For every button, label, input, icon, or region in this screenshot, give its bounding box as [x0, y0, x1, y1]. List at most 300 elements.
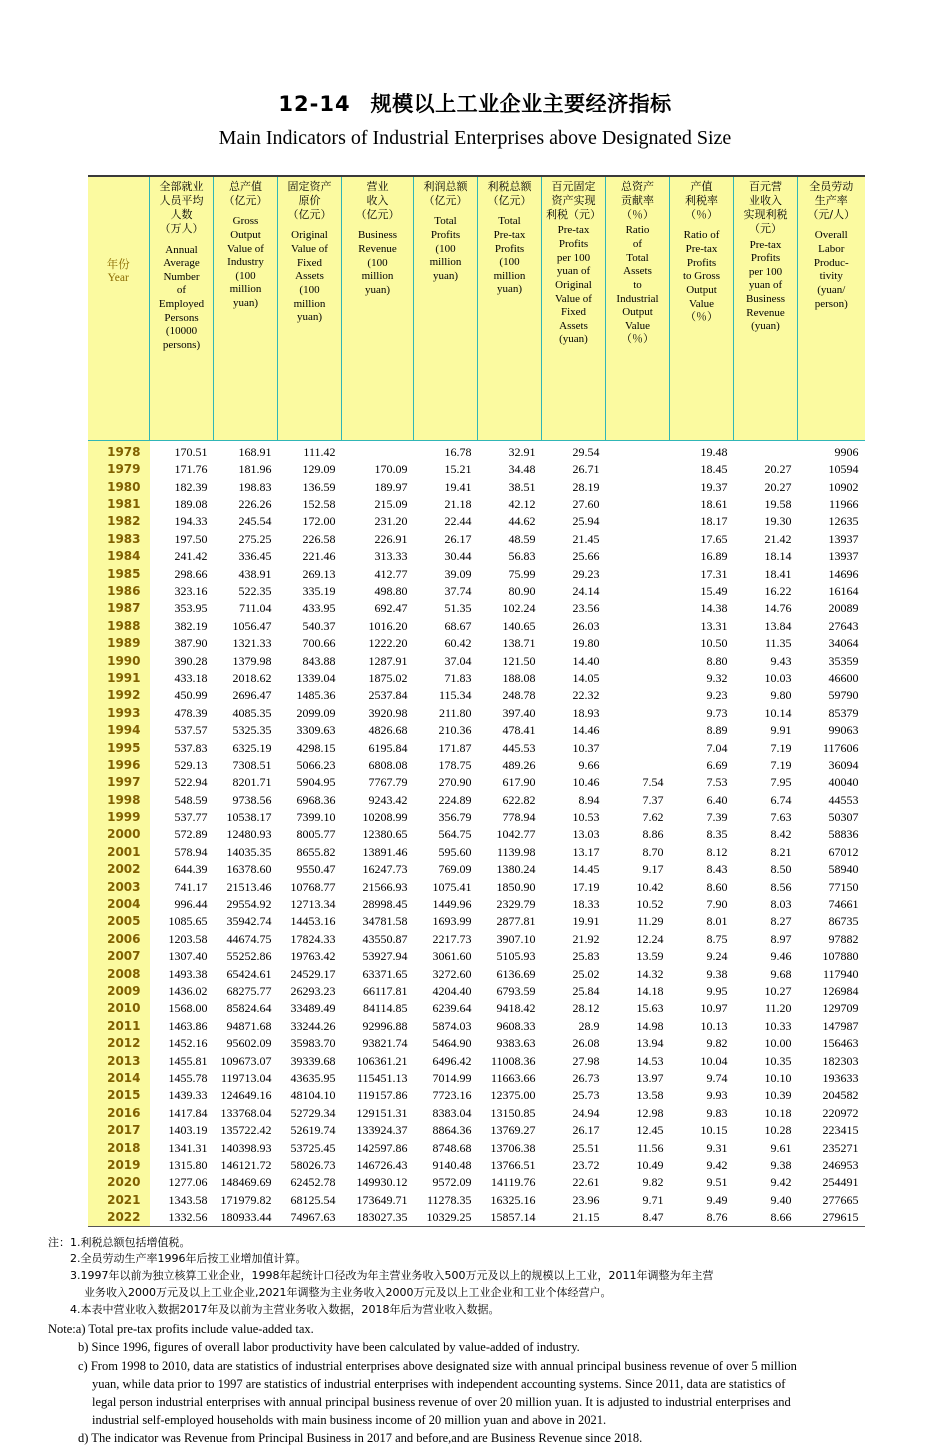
data-cell-col10: 9906	[798, 441, 865, 461]
column-header-gross-output	[214, 176, 278, 441]
data-cell-col5: 11008.36	[478, 1052, 542, 1069]
data-cell-col0: 741.17	[150, 878, 214, 895]
data-cell-col7	[606, 687, 670, 704]
data-cell-col8: 19.37	[670, 478, 734, 495]
data-cell-col9: 7.63	[734, 808, 798, 825]
data-cell-col1: 65424.61	[214, 965, 278, 982]
data-cell-col3: 93821.74	[342, 1034, 414, 1051]
data-cell-col1: 68275.77	[214, 982, 278, 999]
data-cell-col1: 6325.19	[214, 739, 278, 756]
data-cell-col7: 13.58	[606, 1087, 670, 1104]
column-header-pretax-to-output-ratio	[670, 176, 734, 441]
data-cell-col9: 11.20	[734, 1000, 798, 1017]
row-year-cell: 1993	[88, 704, 150, 721]
data-cell-col0: 1493.38	[150, 965, 214, 982]
data-cell-col6: 13.03	[542, 826, 606, 843]
header-en-4: Total Profits (100 million yuan)	[429, 215, 462, 282]
data-cell-col9: 18.41	[734, 565, 798, 582]
data-cell-col7: 11.56	[606, 1139, 670, 1156]
data-cell-col0: 1343.58	[150, 1191, 214, 1208]
data-cell-col5: 5105.93	[478, 948, 542, 965]
data-cell-col8: 8.60	[670, 878, 734, 895]
data-cell-col10: 46600	[798, 669, 865, 686]
data-cell-col7	[606, 441, 670, 461]
data-cell-col3: 21566.93	[342, 878, 414, 895]
data-cell-col10: 77150	[798, 878, 865, 895]
data-cell-col7	[606, 461, 670, 478]
data-cell-col2: 33244.26	[278, 1017, 342, 1034]
data-cell-col0: 353.95	[150, 600, 214, 617]
data-cell-col9: 9.38	[734, 1156, 798, 1173]
table-row	[88, 1000, 865, 1017]
column-header-business-revenue	[342, 176, 414, 441]
data-cell-col8: 9.24	[670, 948, 734, 965]
row-year-cell: 1999	[88, 808, 150, 825]
table-number: 12-14	[278, 92, 351, 116]
data-cell-col0: 1315.80	[150, 1156, 214, 1173]
data-cell-col9: 9.80	[734, 687, 798, 704]
data-cell-col0: 189.08	[150, 495, 214, 512]
data-cell-col4: 8748.68	[414, 1139, 478, 1156]
data-cell-col9: 20.27	[734, 478, 798, 495]
data-cell-col8: 6.69	[670, 756, 734, 773]
data-cell-col7: 13.94	[606, 1034, 670, 1051]
row-year-cell: 2009	[88, 982, 150, 999]
data-cell-col9: 19.58	[734, 495, 798, 512]
data-cell-col8: 10.15	[670, 1121, 734, 1138]
data-cell-col2: 26293.23	[278, 982, 342, 999]
table-row	[88, 1121, 865, 1138]
data-cell-col3: 173649.71	[342, 1191, 414, 1208]
table-row	[88, 495, 865, 512]
note-en-item-5: industrial self-employed households with main business income of 20 million yuan and above in 2021.	[92, 1412, 607, 1427]
data-cell-col0: 197.50	[150, 530, 214, 547]
data-cell-col6: 25.02	[542, 965, 606, 982]
data-cell-col10: 126984	[798, 982, 865, 999]
data-cell-col6: 26.03	[542, 617, 606, 634]
data-cell-col10: 16164	[798, 582, 865, 599]
data-cell-col10: 35359	[798, 652, 865, 669]
data-cell-col0: 194.33	[150, 513, 214, 530]
header-en-9: Pre-tax Profits per 100 yuan of Business Revenue (yuan)	[745, 238, 786, 333]
data-cell-col2: 3309.63	[278, 721, 342, 738]
data-cell-col5: 14119.76	[478, 1174, 542, 1191]
data-cell-col2: 74967.63	[278, 1208, 342, 1226]
data-cell-col10: 27643	[798, 617, 865, 634]
data-cell-col8: 9.42	[670, 1156, 734, 1173]
data-cell-col4: 19.41	[414, 478, 478, 495]
data-cell-col6: 26.73	[542, 1069, 606, 1086]
data-cell-col6: 13.17	[542, 843, 606, 860]
data-cell-col2: 52619.74	[278, 1121, 342, 1138]
data-cell-col0: 1439.33	[150, 1087, 214, 1104]
data-cell-col4: 210.36	[414, 721, 478, 738]
data-cell-col1: 1056.47	[214, 617, 278, 634]
data-cell-col0: 1455.81	[150, 1052, 214, 1069]
notes-cn-label: 注：	[48, 1235, 70, 1249]
data-cell-col1: 438.91	[214, 565, 278, 582]
data-cell-col3: 189.97	[342, 478, 414, 495]
header-en-2: Original Value of Fixed Assets (100 million yuan)	[291, 229, 328, 324]
data-cell-col6: 17.19	[542, 878, 606, 895]
data-cell-col0: 390.28	[150, 652, 214, 669]
data-cell-col6: 14.45	[542, 861, 606, 878]
data-cell-col8: 15.49	[670, 582, 734, 599]
data-cell-col3: 149930.12	[342, 1174, 414, 1191]
data-cell-col1: 4085.35	[214, 704, 278, 721]
data-cell-col6: 28.9	[542, 1017, 606, 1034]
data-cell-col3: 28998.45	[342, 895, 414, 912]
data-cell-col4: 39.09	[414, 565, 478, 582]
data-cell-col0: 537.77	[150, 808, 214, 825]
data-cell-col1: 168.91	[214, 441, 278, 461]
data-cell-col4: 10329.25	[414, 1208, 478, 1226]
data-cell-col0: 1277.06	[150, 1174, 214, 1191]
data-cell-col3: 16247.73	[342, 861, 414, 878]
data-cell-col2: 6968.36	[278, 791, 342, 808]
title-block	[0, 0, 950, 150]
data-cell-col10: 58940	[798, 861, 865, 878]
data-cell-col5: 1380.24	[478, 861, 542, 878]
data-cell-col3: 412.77	[342, 565, 414, 582]
note-cn-item-1: 2.全员劳动生产率1996年后按工业增加值计算。	[70, 1252, 307, 1266]
data-cell-col2: 17824.33	[278, 930, 342, 947]
data-cell-col3: 1222.20	[342, 634, 414, 651]
table-row	[88, 791, 865, 808]
data-cell-col7: 7.37	[606, 791, 670, 808]
data-cell-col1: 119713.04	[214, 1069, 278, 1086]
data-cell-col6: 28.12	[542, 1000, 606, 1017]
data-cell-col2: 5066.23	[278, 756, 342, 773]
data-cell-col5: 617.90	[478, 774, 542, 791]
data-cell-col2: 8655.82	[278, 843, 342, 860]
data-cell-col8: 9.49	[670, 1191, 734, 1208]
data-cell-col10: 182303	[798, 1052, 865, 1069]
data-cell-col5: 13769.27	[478, 1121, 542, 1138]
main-indicators-table	[88, 175, 865, 1227]
data-cell-col7	[606, 495, 670, 512]
column-header-total-pretax-profits	[478, 176, 542, 441]
data-cell-col6: 28.19	[542, 478, 606, 495]
data-cell-col5: 34.48	[478, 461, 542, 478]
data-cell-col9: 10.35	[734, 1052, 798, 1069]
data-cell-col3: 13891.46	[342, 843, 414, 860]
data-cell-col2: 843.88	[278, 652, 342, 669]
data-cell-col10: 13937	[798, 530, 865, 547]
data-cell-col5: 9383.63	[478, 1034, 542, 1051]
data-cell-col1: 181.96	[214, 461, 278, 478]
data-cell-col1: 35942.74	[214, 913, 278, 930]
data-cell-col8: 8.12	[670, 843, 734, 860]
data-cell-col3: 92996.88	[342, 1017, 414, 1034]
data-cell-col4: 270.90	[414, 774, 478, 791]
data-cell-col6: 10.46	[542, 774, 606, 791]
data-cell-col4: 211.80	[414, 704, 478, 721]
row-year-cell: 2003	[88, 878, 150, 895]
data-cell-col7: 11.29	[606, 913, 670, 930]
data-cell-col9: 10.10	[734, 1069, 798, 1086]
data-cell-col8: 6.40	[670, 791, 734, 808]
data-cell-col1: 336.45	[214, 548, 278, 565]
row-year-cell: 2012	[88, 1034, 150, 1051]
data-cell-col2: 5904.95	[278, 774, 342, 791]
data-cell-col9: 9.46	[734, 948, 798, 965]
data-cell-col10: 12635	[798, 513, 865, 530]
data-cell-col6: 19.80	[542, 634, 606, 651]
header-cn-1: 总产值 （亿元）	[223, 180, 268, 208]
data-cell-col0: 1417.84	[150, 1104, 214, 1121]
data-cell-col5: 13150.85	[478, 1104, 542, 1121]
data-cell-col10: 67012	[798, 843, 865, 860]
data-cell-col0: 1403.19	[150, 1121, 214, 1138]
data-cell-col7	[606, 721, 670, 738]
data-cell-col1: 2696.47	[214, 687, 278, 704]
data-cell-col5: 11663.66	[478, 1069, 542, 1086]
data-cell-col8: 14.38	[670, 600, 734, 617]
table-row	[88, 1034, 865, 1051]
header-cn-2: 固定资产 原价 （亿元）	[287, 180, 332, 222]
table-row	[88, 948, 865, 965]
data-cell-col7	[606, 756, 670, 773]
data-cell-col1: 85824.64	[214, 1000, 278, 1017]
header-cn-8: 产值 利税率 （％）	[685, 180, 718, 222]
data-cell-col9: 10.27	[734, 982, 798, 999]
data-cell-col3: 63371.65	[342, 965, 414, 982]
row-year-cell: 1978	[88, 441, 150, 461]
data-cell-col6: 10.37	[542, 739, 606, 756]
data-cell-col5: 248.78	[478, 687, 542, 704]
data-cell-col3: 84114.85	[342, 1000, 414, 1017]
table-row	[88, 774, 865, 791]
data-cell-col4: 71.83	[414, 669, 478, 686]
table-row	[88, 582, 865, 599]
data-cell-col8: 8.76	[670, 1208, 734, 1226]
table-row	[88, 1174, 865, 1191]
data-cell-col7	[606, 634, 670, 651]
data-cell-col4: 11278.35	[414, 1191, 478, 1208]
header-cn-6: 百元固定 资产实现 利税（元）	[546, 180, 601, 222]
data-cell-col6: 10.53	[542, 808, 606, 825]
data-cell-col2: 48104.10	[278, 1087, 342, 1104]
data-cell-col7: 14.53	[606, 1052, 670, 1069]
table-row	[88, 895, 865, 912]
data-cell-col5: 9418.42	[478, 1000, 542, 1017]
data-cell-col6: 27.60	[542, 495, 606, 512]
header-cn-0: 全部就业 人员平均 人数 （万人）	[159, 180, 204, 236]
data-cell-col5: 6136.69	[478, 965, 542, 982]
row-year-cell: 2000	[88, 826, 150, 843]
data-cell-col3: 3920.98	[342, 704, 414, 721]
data-cell-col9: 9.42	[734, 1174, 798, 1191]
data-cell-col5: 2329.79	[478, 895, 542, 912]
data-cell-col9: 7.19	[734, 756, 798, 773]
data-cell-col3: 6195.84	[342, 739, 414, 756]
data-cell-col0: 996.44	[150, 895, 214, 912]
data-cell-col3: 231.20	[342, 513, 414, 530]
table-row	[88, 461, 865, 478]
data-cell-col7	[606, 652, 670, 669]
data-cell-col4: 5464.90	[414, 1034, 478, 1051]
data-cell-col5: 397.40	[478, 704, 542, 721]
table-row	[88, 530, 865, 547]
data-cell-col2: 226.58	[278, 530, 342, 547]
table-row	[88, 600, 865, 617]
data-cell-col4: 3061.60	[414, 948, 478, 965]
data-cell-col9: 8.42	[734, 826, 798, 843]
column-header-pretax-per-100-fixed-assets	[542, 176, 606, 441]
table-row	[88, 1052, 865, 1069]
table-row	[88, 1139, 865, 1156]
data-cell-col6: 22.32	[542, 687, 606, 704]
data-cell-col5: 622.82	[478, 791, 542, 808]
table-body	[88, 441, 865, 1227]
data-cell-col5: 1850.90	[478, 878, 542, 895]
data-cell-col7	[606, 739, 670, 756]
data-cell-col3: 133924.37	[342, 1121, 414, 1138]
data-cell-col5: 38.51	[478, 478, 542, 495]
data-cell-col2: 12713.34	[278, 895, 342, 912]
data-cell-col10: 246953	[798, 1156, 865, 1173]
data-cell-col3: 1875.02	[342, 669, 414, 686]
header-en-3: Business Revenue (100 million yuan)	[357, 229, 398, 296]
data-cell-col9: 10.03	[734, 669, 798, 686]
data-cell-col4: 1075.41	[414, 878, 478, 895]
row-year-cell: 1980	[88, 478, 150, 495]
data-cell-col10: 85379	[798, 704, 865, 721]
data-cell-col9: 9.40	[734, 1191, 798, 1208]
data-cell-col4: 21.18	[414, 495, 478, 512]
note-cn-item-2: 3.1997年以前为独立核算工业企业，1998年起统计口径改为年主营业务收入500万元及以上的规模以上工业，2011年调整为年主营	[70, 1269, 714, 1283]
header-cn-9: 百元营 业收入 实现利税 （元）	[743, 180, 788, 236]
header-en-1: Gross Output Value of Industry (100 million yuan)	[227, 215, 264, 310]
page-title-chinese	[0, 92, 950, 117]
note-en-item-4: legal person industrial enterprises with annual principal business revenue of over 20 million yuan. It is adjusted to industrial enterprises and	[92, 1394, 791, 1409]
data-cell-col10: 129709	[798, 1000, 865, 1017]
data-cell-col5: 188.08	[478, 669, 542, 686]
title-chinese-text: 规模以上工业企业主要经济指标	[370, 92, 672, 116]
note-en-item-3: yuan, while data prior to 1997 are statistics of industrial enterprises with independent accounting systems. Since 2011, data are statistics of	[92, 1376, 786, 1391]
note-cn-item-4: 4.本表中营业收入数据2017年及以前为主营业务收入数据，2018年后为营业收入数据。	[70, 1302, 500, 1316]
data-cell-col2: 24529.17	[278, 965, 342, 982]
data-cell-col3: 7767.79	[342, 774, 414, 791]
data-cell-col5: 6793.59	[478, 982, 542, 999]
data-cell-col6: 25.73	[542, 1087, 606, 1104]
data-cell-col1: 10538.17	[214, 808, 278, 825]
row-year-cell: 1995	[88, 739, 150, 756]
data-cell-col2: 39339.68	[278, 1052, 342, 1069]
data-cell-col9: 10.39	[734, 1087, 798, 1104]
row-year-cell: 1984	[88, 548, 150, 565]
data-cell-col5: 13766.51	[478, 1156, 542, 1173]
data-cell-col8: 7.39	[670, 808, 734, 825]
data-cell-col0: 537.57	[150, 721, 214, 738]
data-cell-col9: 8.56	[734, 878, 798, 895]
data-cell-col4: 30.44	[414, 548, 478, 565]
row-year-cell: 2016	[88, 1104, 150, 1121]
row-year-cell: 2006	[88, 930, 150, 947]
data-cell-col7	[606, 565, 670, 582]
data-cell-col4: 769.09	[414, 861, 478, 878]
data-cell-col5: 2877.81	[478, 913, 542, 930]
row-year-cell: 2019	[88, 1156, 150, 1173]
data-cell-col6: 29.23	[542, 565, 606, 582]
data-cell-col1: 711.04	[214, 600, 278, 617]
header-cn-7: 总资产 贡献率 （％）	[621, 180, 654, 222]
data-cell-col2: 1339.04	[278, 669, 342, 686]
data-cell-col3: 115451.13	[342, 1069, 414, 1086]
data-cell-col4: 9140.48	[414, 1156, 478, 1173]
data-cell-col0: 1436.02	[150, 982, 214, 999]
data-cell-col0: 1085.65	[150, 913, 214, 930]
data-cell-col4: 9572.09	[414, 1174, 478, 1191]
data-cell-col6: 14.40	[542, 652, 606, 669]
data-cell-col4: 26.17	[414, 530, 478, 547]
data-cell-col10: 36094	[798, 756, 865, 773]
data-cell-col10: 97882	[798, 930, 865, 947]
data-cell-col2: 540.37	[278, 617, 342, 634]
data-cell-col5: 121.50	[478, 652, 542, 669]
table-row	[88, 843, 865, 860]
data-cell-col4: 60.42	[414, 634, 478, 651]
data-cell-col7: 12.45	[606, 1121, 670, 1138]
data-cell-col10: 117606	[798, 739, 865, 756]
data-cell-col1: 55252.86	[214, 948, 278, 965]
data-cell-col8: 8.43	[670, 861, 734, 878]
data-cell-col7	[606, 582, 670, 599]
column-header-labor-productivity	[798, 176, 865, 441]
data-cell-col2: 14453.16	[278, 913, 342, 930]
data-cell-col7: 12.98	[606, 1104, 670, 1121]
data-cell-col6: 9.66	[542, 756, 606, 773]
data-cell-col5: 140.65	[478, 617, 542, 634]
data-cell-col10: 59790	[798, 687, 865, 704]
data-cell-col9: 9.68	[734, 965, 798, 982]
row-year-cell: 1989	[88, 634, 150, 651]
table-container	[88, 175, 863, 1227]
data-cell-col4: 7014.99	[414, 1069, 478, 1086]
data-cell-col4: 1449.96	[414, 895, 478, 912]
note-cn-line-0	[48, 1236, 191, 1249]
data-cell-col2: 433.95	[278, 600, 342, 617]
data-cell-col1: 2018.62	[214, 669, 278, 686]
data-cell-col4: 171.87	[414, 739, 478, 756]
data-cell-col8: 10.97	[670, 1000, 734, 1017]
table-row	[88, 441, 865, 461]
data-cell-col7: 14.32	[606, 965, 670, 982]
table-row	[88, 721, 865, 738]
note-cn-item-0: 1.利税总额包括增值税。	[70, 1235, 191, 1249]
data-cell-col3: 43550.87	[342, 930, 414, 947]
data-cell-col4: 2217.73	[414, 930, 478, 947]
data-cell-col3: 692.47	[342, 600, 414, 617]
column-header-employed-persons	[150, 176, 214, 441]
data-cell-col8: 9.95	[670, 982, 734, 999]
data-cell-col6: 23.96	[542, 1191, 606, 1208]
data-cell-col6: 8.94	[542, 791, 606, 808]
data-cell-col0: 529.13	[150, 756, 214, 773]
table-row	[88, 1104, 865, 1121]
data-cell-col4: 7723.16	[414, 1087, 478, 1104]
data-cell-col6: 26.71	[542, 461, 606, 478]
data-cell-col2: 58026.73	[278, 1156, 342, 1173]
table-row	[88, 548, 865, 565]
data-cell-col2: 1485.36	[278, 687, 342, 704]
data-cell-col4: 51.35	[414, 600, 478, 617]
data-cell-col7	[606, 600, 670, 617]
data-cell-col8: 8.89	[670, 721, 734, 738]
data-cell-col8: 9.51	[670, 1174, 734, 1191]
data-cell-col6: 23.72	[542, 1156, 606, 1173]
